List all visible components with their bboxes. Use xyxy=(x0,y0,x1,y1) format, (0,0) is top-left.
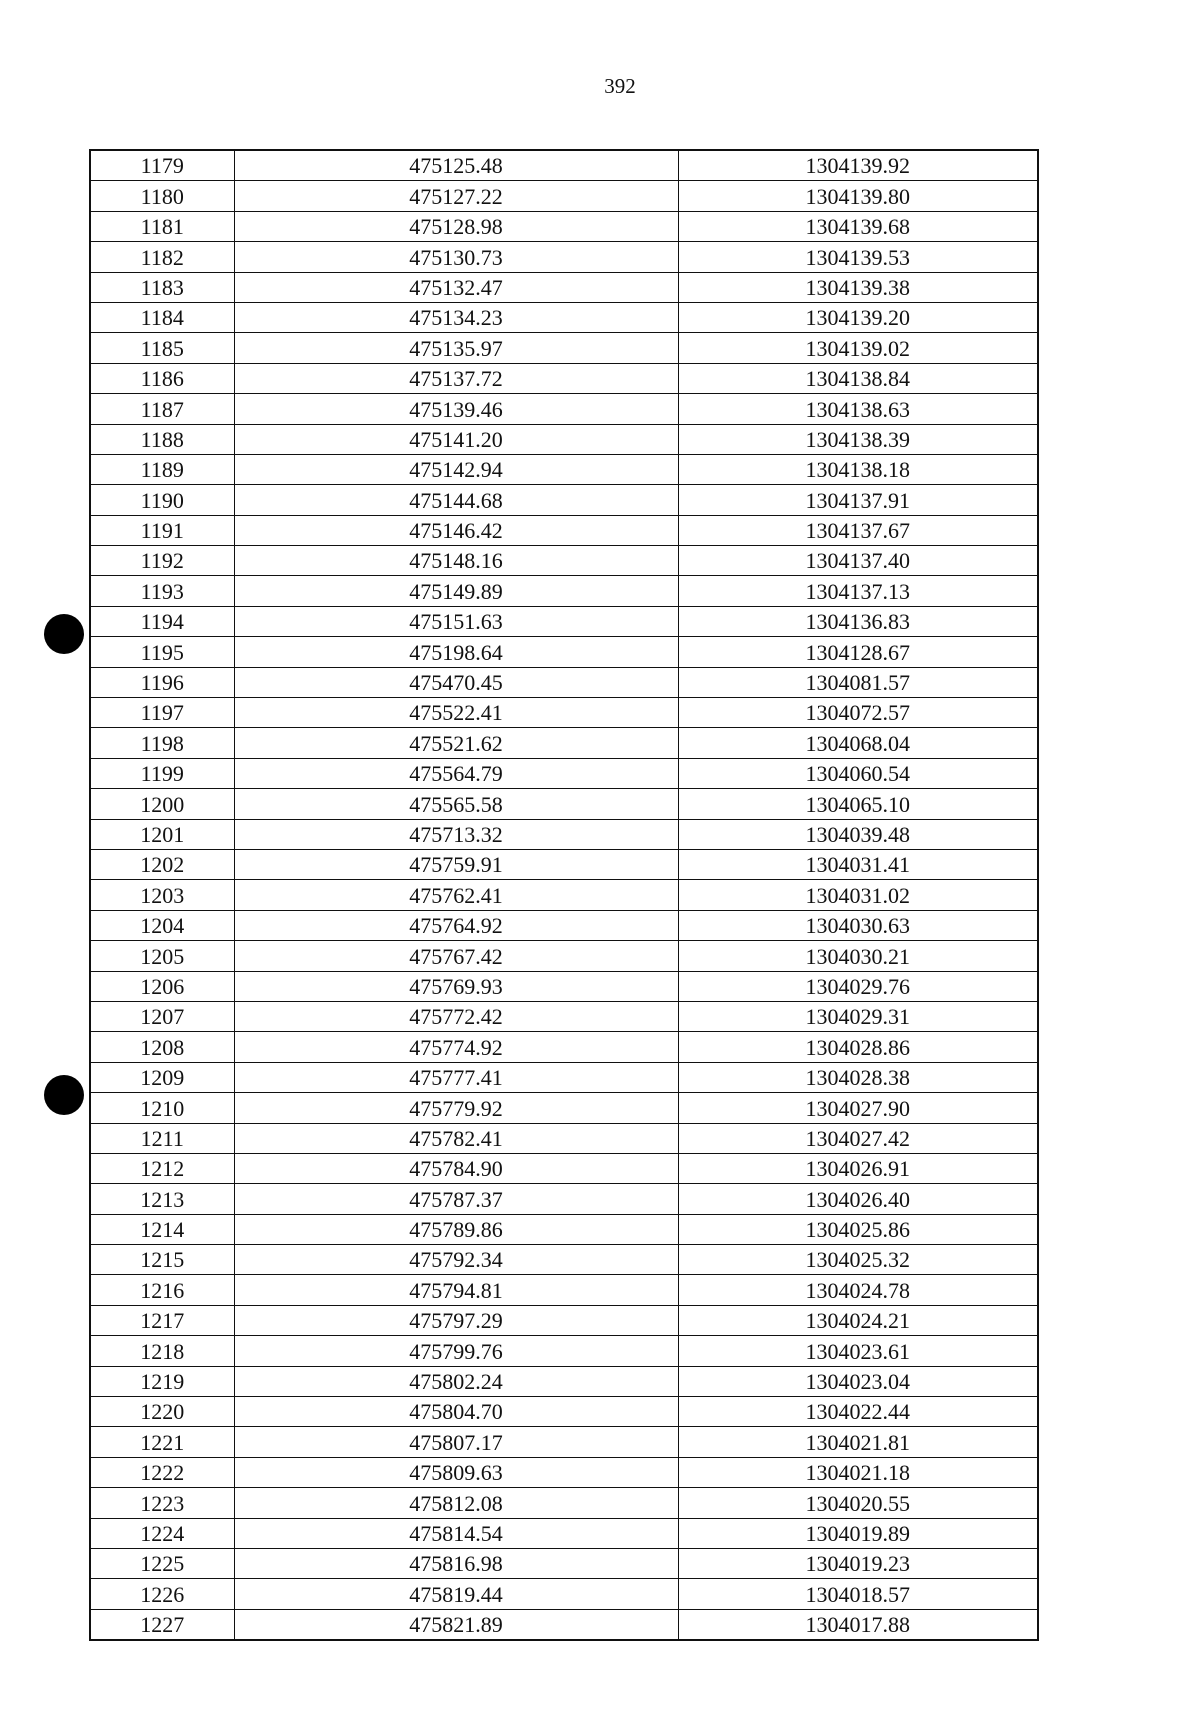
point-id-cell: 1213 xyxy=(90,1184,234,1214)
coordinate-table xyxy=(89,149,1039,1641)
point-id-cell: 1184 xyxy=(90,302,234,332)
y-coordinate-cell: 1304017.88 xyxy=(678,1609,1038,1640)
table-row xyxy=(90,1397,1038,1427)
x-coordinate-cell: 475151.63 xyxy=(234,606,678,636)
y-coordinate-cell: 1304138.63 xyxy=(678,394,1038,424)
x-coordinate-cell: 475522.41 xyxy=(234,698,678,728)
table-row xyxy=(90,1609,1038,1640)
x-coordinate-cell: 475804.70 xyxy=(234,1397,678,1427)
y-coordinate-cell: 1304020.55 xyxy=(678,1488,1038,1518)
point-id-cell: 1211 xyxy=(90,1123,234,1153)
y-coordinate-cell: 1304128.67 xyxy=(678,637,1038,667)
point-id-cell: 1203 xyxy=(90,880,234,910)
table-row xyxy=(90,971,1038,1001)
point-id-cell: 1227 xyxy=(90,1609,234,1640)
punch-hole xyxy=(44,614,84,654)
point-id-cell: 1218 xyxy=(90,1336,234,1366)
table-row xyxy=(90,698,1038,728)
x-coordinate-cell: 475139.46 xyxy=(234,394,678,424)
point-id-cell: 1181 xyxy=(90,211,234,241)
table-row xyxy=(90,1305,1038,1335)
y-coordinate-cell: 1304031.02 xyxy=(678,880,1038,910)
point-id-cell: 1217 xyxy=(90,1305,234,1335)
y-coordinate-cell: 1304138.18 xyxy=(678,454,1038,484)
table-row xyxy=(90,1001,1038,1031)
table-row xyxy=(90,1153,1038,1183)
table-row xyxy=(90,1457,1038,1487)
point-id-cell: 1212 xyxy=(90,1153,234,1183)
x-coordinate-cell: 475565.58 xyxy=(234,789,678,819)
table-row xyxy=(90,1548,1038,1578)
point-id-cell: 1192 xyxy=(90,546,234,576)
x-coordinate-cell: 475144.68 xyxy=(234,485,678,515)
point-id-cell: 1224 xyxy=(90,1518,234,1548)
y-coordinate-cell: 1304065.10 xyxy=(678,789,1038,819)
x-coordinate-cell: 475819.44 xyxy=(234,1579,678,1609)
x-coordinate-cell: 475759.91 xyxy=(234,849,678,879)
table-row xyxy=(90,1032,1038,1062)
point-id-cell: 1198 xyxy=(90,728,234,758)
x-coordinate-cell: 475784.90 xyxy=(234,1153,678,1183)
point-id-cell: 1199 xyxy=(90,758,234,788)
table-row xyxy=(90,394,1038,424)
point-id-cell: 1195 xyxy=(90,637,234,667)
table-row xyxy=(90,454,1038,484)
table-row xyxy=(90,302,1038,332)
point-id-cell: 1196 xyxy=(90,667,234,697)
y-coordinate-cell: 1304026.40 xyxy=(678,1184,1038,1214)
point-id-cell: 1204 xyxy=(90,910,234,940)
x-coordinate-cell: 475787.37 xyxy=(234,1184,678,1214)
y-coordinate-cell: 1304028.86 xyxy=(678,1032,1038,1062)
point-id-cell: 1189 xyxy=(90,454,234,484)
y-coordinate-cell: 1304018.57 xyxy=(678,1579,1038,1609)
y-coordinate-cell: 1304137.13 xyxy=(678,576,1038,606)
y-coordinate-cell: 1304021.18 xyxy=(678,1457,1038,1487)
y-coordinate-cell: 1304029.76 xyxy=(678,971,1038,1001)
table-row xyxy=(90,1488,1038,1518)
table-row xyxy=(90,181,1038,211)
y-coordinate-cell: 1304137.40 xyxy=(678,546,1038,576)
x-coordinate-cell: 475767.42 xyxy=(234,941,678,971)
point-id-cell: 1220 xyxy=(90,1397,234,1427)
table-row xyxy=(90,272,1038,302)
x-coordinate-cell: 475521.62 xyxy=(234,728,678,758)
point-id-cell: 1210 xyxy=(90,1093,234,1123)
x-coordinate-cell: 475142.94 xyxy=(234,454,678,484)
y-coordinate-cell: 1304023.04 xyxy=(678,1366,1038,1396)
y-coordinate-cell: 1304137.91 xyxy=(678,485,1038,515)
point-id-cell: 1190 xyxy=(90,485,234,515)
point-id-cell: 1209 xyxy=(90,1062,234,1092)
x-coordinate-cell: 475148.16 xyxy=(234,546,678,576)
table-row xyxy=(90,515,1038,545)
x-coordinate-cell: 475146.42 xyxy=(234,515,678,545)
table-row xyxy=(90,1123,1038,1153)
point-id-cell: 1223 xyxy=(90,1488,234,1518)
x-coordinate-cell: 475802.24 xyxy=(234,1366,678,1396)
table-row xyxy=(90,333,1038,363)
point-id-cell: 1226 xyxy=(90,1579,234,1609)
y-coordinate-cell: 1304039.48 xyxy=(678,819,1038,849)
point-id-cell: 1187 xyxy=(90,394,234,424)
x-coordinate-cell: 475132.47 xyxy=(234,272,678,302)
x-coordinate-cell: 475141.20 xyxy=(234,424,678,454)
table-row xyxy=(90,1214,1038,1244)
table-row xyxy=(90,1366,1038,1396)
table-row xyxy=(90,1062,1038,1092)
coordinate-table-body xyxy=(90,150,1038,1640)
table-row xyxy=(90,424,1038,454)
x-coordinate-cell: 475792.34 xyxy=(234,1245,678,1275)
y-coordinate-cell: 1304072.57 xyxy=(678,698,1038,728)
punch-hole xyxy=(44,1075,84,1115)
y-coordinate-cell: 1304138.84 xyxy=(678,363,1038,393)
x-coordinate-cell: 475130.73 xyxy=(234,242,678,272)
y-coordinate-cell: 1304024.21 xyxy=(678,1305,1038,1335)
point-id-cell: 1191 xyxy=(90,515,234,545)
point-id-cell: 1205 xyxy=(90,941,234,971)
point-id-cell: 1216 xyxy=(90,1275,234,1305)
y-coordinate-cell: 1304024.78 xyxy=(678,1275,1038,1305)
table-row xyxy=(90,1579,1038,1609)
x-coordinate-cell: 475137.72 xyxy=(234,363,678,393)
point-id-cell: 1201 xyxy=(90,819,234,849)
point-id-cell: 1182 xyxy=(90,242,234,272)
y-coordinate-cell: 1304139.20 xyxy=(678,302,1038,332)
y-coordinate-cell: 1304137.67 xyxy=(678,515,1038,545)
table-row xyxy=(90,789,1038,819)
point-id-cell: 1202 xyxy=(90,849,234,879)
table-row xyxy=(90,546,1038,576)
y-coordinate-cell: 1304060.54 xyxy=(678,758,1038,788)
point-id-cell: 1214 xyxy=(90,1214,234,1244)
x-coordinate-cell: 475782.41 xyxy=(234,1123,678,1153)
y-coordinate-cell: 1304021.81 xyxy=(678,1427,1038,1457)
x-coordinate-cell: 475794.81 xyxy=(234,1275,678,1305)
x-coordinate-cell: 475135.97 xyxy=(234,333,678,363)
x-coordinate-cell: 475772.42 xyxy=(234,1001,678,1031)
x-coordinate-cell: 475769.93 xyxy=(234,971,678,1001)
y-coordinate-cell: 1304031.41 xyxy=(678,849,1038,879)
point-id-cell: 1193 xyxy=(90,576,234,606)
y-coordinate-cell: 1304139.92 xyxy=(678,150,1038,181)
x-coordinate-cell: 475564.79 xyxy=(234,758,678,788)
point-id-cell: 1183 xyxy=(90,272,234,302)
table-row xyxy=(90,728,1038,758)
x-coordinate-cell: 475149.89 xyxy=(234,576,678,606)
table-row xyxy=(90,941,1038,971)
table-row xyxy=(90,758,1038,788)
x-coordinate-cell: 475713.32 xyxy=(234,819,678,849)
y-coordinate-cell: 1304030.63 xyxy=(678,910,1038,940)
y-coordinate-cell: 1304025.86 xyxy=(678,1214,1038,1244)
table-row xyxy=(90,606,1038,636)
table-row xyxy=(90,1275,1038,1305)
y-coordinate-cell: 1304027.90 xyxy=(678,1093,1038,1123)
x-coordinate-cell: 475814.54 xyxy=(234,1518,678,1548)
y-coordinate-cell: 1304029.31 xyxy=(678,1001,1038,1031)
point-id-cell: 1207 xyxy=(90,1001,234,1031)
point-id-cell: 1208 xyxy=(90,1032,234,1062)
point-id-cell: 1185 xyxy=(90,333,234,363)
point-id-cell: 1222 xyxy=(90,1457,234,1487)
table-row xyxy=(90,910,1038,940)
table-row xyxy=(90,1184,1038,1214)
point-id-cell: 1219 xyxy=(90,1366,234,1396)
table-row xyxy=(90,849,1038,879)
table-row xyxy=(90,880,1038,910)
y-coordinate-cell: 1304019.89 xyxy=(678,1518,1038,1548)
x-coordinate-cell: 475779.92 xyxy=(234,1093,678,1123)
table-row xyxy=(90,363,1038,393)
point-id-cell: 1225 xyxy=(90,1548,234,1578)
y-coordinate-cell: 1304027.42 xyxy=(678,1123,1038,1153)
table-row xyxy=(90,1245,1038,1275)
point-id-cell: 1188 xyxy=(90,424,234,454)
y-coordinate-cell: 1304139.68 xyxy=(678,211,1038,241)
table-row xyxy=(90,485,1038,515)
x-coordinate-cell: 475816.98 xyxy=(234,1548,678,1578)
point-id-cell: 1206 xyxy=(90,971,234,1001)
y-coordinate-cell: 1304081.57 xyxy=(678,667,1038,697)
x-coordinate-cell: 475127.22 xyxy=(234,181,678,211)
x-coordinate-cell: 475134.23 xyxy=(234,302,678,332)
table-row xyxy=(90,1336,1038,1366)
y-coordinate-cell: 1304025.32 xyxy=(678,1245,1038,1275)
point-id-cell: 1194 xyxy=(90,606,234,636)
y-coordinate-cell: 1304138.39 xyxy=(678,424,1038,454)
table-row xyxy=(90,1427,1038,1457)
x-coordinate-cell: 475789.86 xyxy=(234,1214,678,1244)
y-coordinate-cell: 1304030.21 xyxy=(678,941,1038,971)
y-coordinate-cell: 1304019.23 xyxy=(678,1548,1038,1578)
x-coordinate-cell: 475470.45 xyxy=(234,667,678,697)
x-coordinate-cell: 475764.92 xyxy=(234,910,678,940)
table-row xyxy=(90,576,1038,606)
point-id-cell: 1215 xyxy=(90,1245,234,1275)
x-coordinate-cell: 475809.63 xyxy=(234,1457,678,1487)
table-row xyxy=(90,1518,1038,1548)
y-coordinate-cell: 1304139.38 xyxy=(678,272,1038,302)
point-id-cell: 1197 xyxy=(90,698,234,728)
x-coordinate-cell: 475777.41 xyxy=(234,1062,678,1092)
point-id-cell: 1179 xyxy=(90,150,234,181)
x-coordinate-cell: 475821.89 xyxy=(234,1609,678,1640)
x-coordinate-cell: 475774.92 xyxy=(234,1032,678,1062)
y-coordinate-cell: 1304023.61 xyxy=(678,1336,1038,1366)
table-row xyxy=(90,150,1038,181)
table-row xyxy=(90,1093,1038,1123)
point-id-cell: 1186 xyxy=(90,363,234,393)
x-coordinate-cell: 475797.29 xyxy=(234,1305,678,1335)
y-coordinate-cell: 1304068.04 xyxy=(678,728,1038,758)
y-coordinate-cell: 1304136.83 xyxy=(678,606,1038,636)
table-row xyxy=(90,637,1038,667)
x-coordinate-cell: 475799.76 xyxy=(234,1336,678,1366)
x-coordinate-cell: 475807.17 xyxy=(234,1427,678,1457)
y-coordinate-cell: 1304139.80 xyxy=(678,181,1038,211)
y-coordinate-cell: 1304026.91 xyxy=(678,1153,1038,1183)
y-coordinate-cell: 1304139.53 xyxy=(678,242,1038,272)
page-number: 392 xyxy=(604,74,636,98)
y-coordinate-cell: 1304022.44 xyxy=(678,1397,1038,1427)
x-coordinate-cell: 475812.08 xyxy=(234,1488,678,1518)
point-id-cell: 1221 xyxy=(90,1427,234,1457)
table-row xyxy=(90,211,1038,241)
y-coordinate-cell: 1304139.02 xyxy=(678,333,1038,363)
table-row xyxy=(90,819,1038,849)
table-row xyxy=(90,242,1038,272)
point-id-cell: 1200 xyxy=(90,789,234,819)
x-coordinate-cell: 475198.64 xyxy=(234,637,678,667)
point-id-cell: 1180 xyxy=(90,181,234,211)
x-coordinate-cell: 475762.41 xyxy=(234,880,678,910)
y-coordinate-cell: 1304028.38 xyxy=(678,1062,1038,1092)
table-row xyxy=(90,667,1038,697)
x-coordinate-cell: 475128.98 xyxy=(234,211,678,241)
x-coordinate-cell: 475125.48 xyxy=(234,150,678,181)
